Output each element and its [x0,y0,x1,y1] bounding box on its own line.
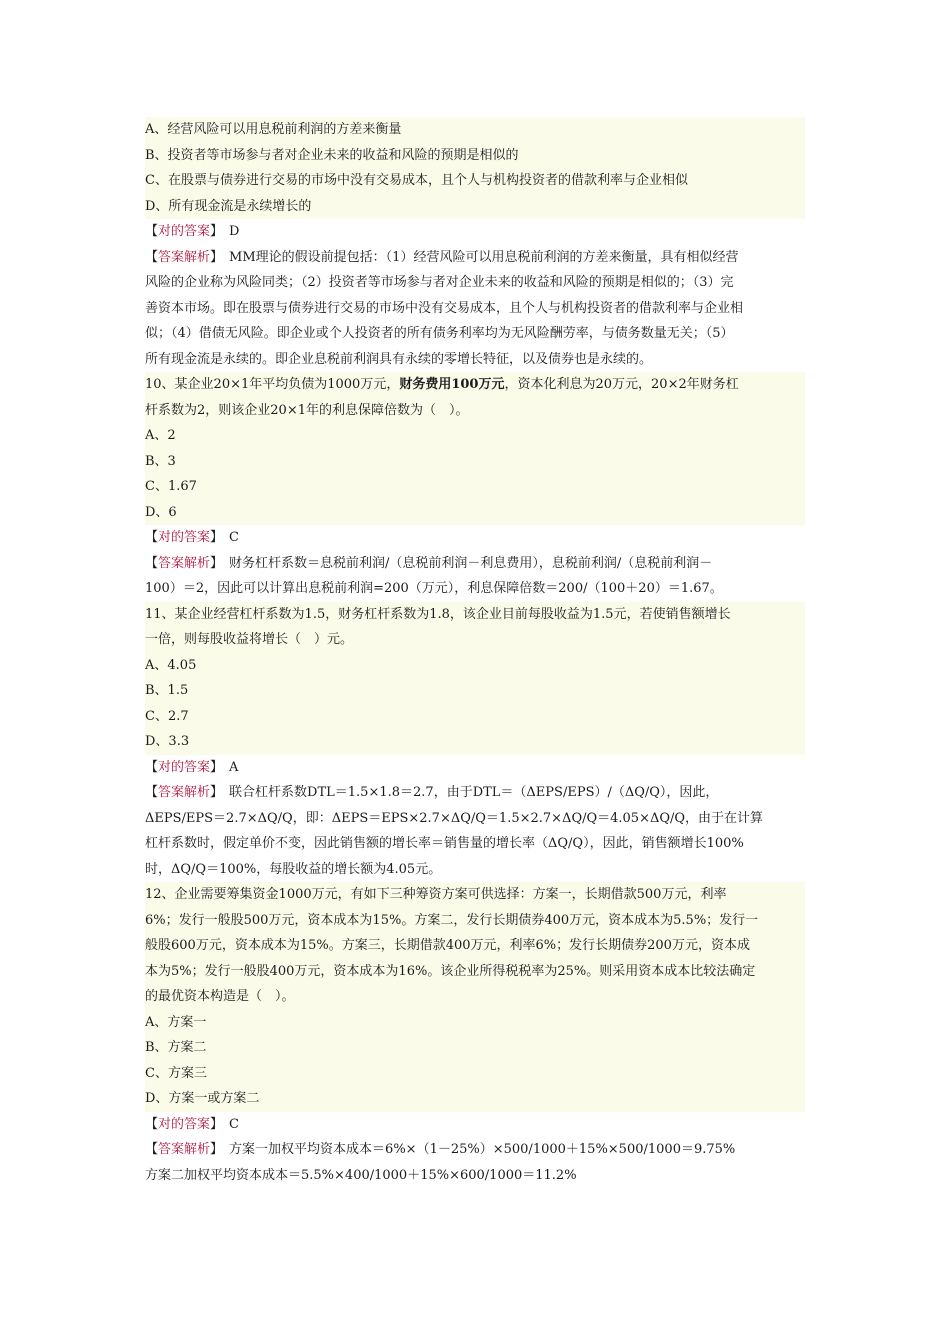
option-c: C、方案三 [145,1061,805,1087]
answer-tag: 对的答案 [158,224,211,239]
answer-value: D [229,224,240,239]
correct-answer-row: 【对的答案】 C [145,530,239,545]
question-stem: 的最优资本构造是（ ）。 [145,984,805,1010]
answer-value: A [229,759,239,775]
explanation-line: 【答案解析】 联合杠杆系数DTL＝1.5×1.8＝2.7，由于DTL＝（ΔEPS/EPS）/（ΔQ/Q），因此， [145,785,719,800]
option-a: A、4.05 [145,653,805,679]
option-c: C、在股票与债券进行交易的市场中没有交易成本，且个人与机构投资者的借款利率与企业相似 [145,168,805,194]
correct-answer-row: 【对的答案】 D [145,224,240,239]
option-c: C、1.67 [145,474,805,500]
bold-phrase: 财务费用100万元 [399,377,505,392]
explanation-line: 【答案解析】 MM理论的假设前提包括：（1）经营风险可以用息税前利润的方差来衡量，具有相似经营 [145,249,739,265]
question-stem: 10、某企业20×1年平均负债为1000万元，财务费用100万元，资本化利息为20万元，20×2年财务杠 [145,372,805,398]
option-b: B、1.5 [145,678,805,704]
correct-answer-row: 【对的答案】 C [145,1116,239,1132]
question-content [145,117,805,1188]
explanation-tag: 答案解析 [158,555,211,571]
explanation-line: 善资本市场。即在股票与债券进行交易的市场中没有交易成本，且个人与机构投资者的借款利率与企业相 [145,300,744,316]
question-stem: 一倍，则每股收益将增长（ ）元。 [145,627,805,653]
option-a: A、经营风险可以用息税前利润的方差来衡量 [145,117,805,143]
explanation-line: 杠杆系数时，假定单价不变，因此销售额的增长率＝销售量的增长率（ΔQ/Q），因此，销售额增长100% [145,836,744,851]
explanation-line: 【答案解析】 方案一加权平均资本成本＝6%×（1－25%）×500/1000＋15%×500/1000＝9.75% [145,1142,736,1157]
option-b: B、投资者等市场参与者对企业未来的收益和风险的预期是相似的 [145,143,805,169]
explanation-line: 似；（4）借债无风险。即企业或个人投资者的所有债务利率均为无风险酬劳率，与债务数量无关；（5） [145,326,734,341]
question-stem: 本为5%；发行一般股400万元，资本成本为16%。该企业所得税税率为25%。则采用资本成本比较法确定 [145,959,805,985]
option-d: D、6 [145,500,805,526]
option-a: A、方案一 [145,1010,805,1036]
answer-tag: 对的答案 [158,530,211,545]
explanation-line: 方案二加权平均资本成本＝5.5%×400/1000＋15%×600/1000＝11.2% [145,1167,577,1183]
question-stem: 6%；发行一般股500万元，资本成本为15%。方案二，发行长期债券400万元，资本成本为5.5%；发行一 [145,908,805,934]
option-d: D、所有现金流是永续增长的 [145,194,805,220]
answer-value: C [229,530,239,545]
option-d: D、方案一或方案二 [145,1086,805,1112]
explanation-line: 【答案解析】 财务杠杆系数＝息税前利润/（息税前利润－利息费用），息税前利润/（息税前利润－ [145,555,713,571]
option-b: B、方案二 [145,1035,805,1061]
option-d: D、3.3 [145,729,805,755]
answer-value: C [229,1116,239,1132]
option-c: C、2.7 [145,704,805,730]
explanation-tag: 答案解析 [158,249,211,265]
explanation-tag: 答案解析 [158,1142,211,1157]
correct-answer-row: 【对的答案】 A [145,759,239,775]
explanation-line: 时，ΔQ/Q＝100%，每股收益的增长额为4.05元。 [145,861,442,877]
explanation-tag: 答案解析 [158,785,211,800]
explanation-line: 所有现金流是永续的。即企业息税前利润具有永续的零增长特征，以及债券也是永续的。 [145,351,653,367]
answer-tag: 对的答案 [158,759,211,775]
question-stem: 般股600万元，资本成本为15%。方案三，长期借款400万元，利率6%；发行长期债券200万元，资本成 [145,933,805,959]
question-stem: 12、企业需要筹集资金1000万元，有如下三种筹资方案可供选择：方案一，长期借款500万元，利率 [145,882,805,908]
option-a: A、2 [145,423,805,449]
question-stem: 杆系数为2，则该企业20×1年的利息保障倍数为（ ）。 [145,398,805,424]
question-stem: 11、某企业经营杠杆系数为1.5，财务杠杆系数为1.8，该企业目前每股收益为1.5元，若使销售额增长 [145,602,805,628]
explanation-line: ΔEPS/EPS＝2.7×ΔQ/Q，即：ΔEPS＝EPS×2.7×ΔQ/Q＝1.5×2.7×ΔQ/Q＝4.05×ΔQ/Q，由于在计算 [145,810,764,826]
explanation-line: 100）＝2，因此可以计算出息税前利润=200（万元），利息保障倍数＝200/（100＋20）＝1.67。 [145,581,723,596]
answer-tag: 对的答案 [158,1116,211,1132]
option-b: B、3 [145,449,805,475]
explanation-line: 风险的企业称为风险同类；（2）投资者等市场参与者对企业未来的收益和风险的预期是相似的；（3）完 [145,275,734,290]
